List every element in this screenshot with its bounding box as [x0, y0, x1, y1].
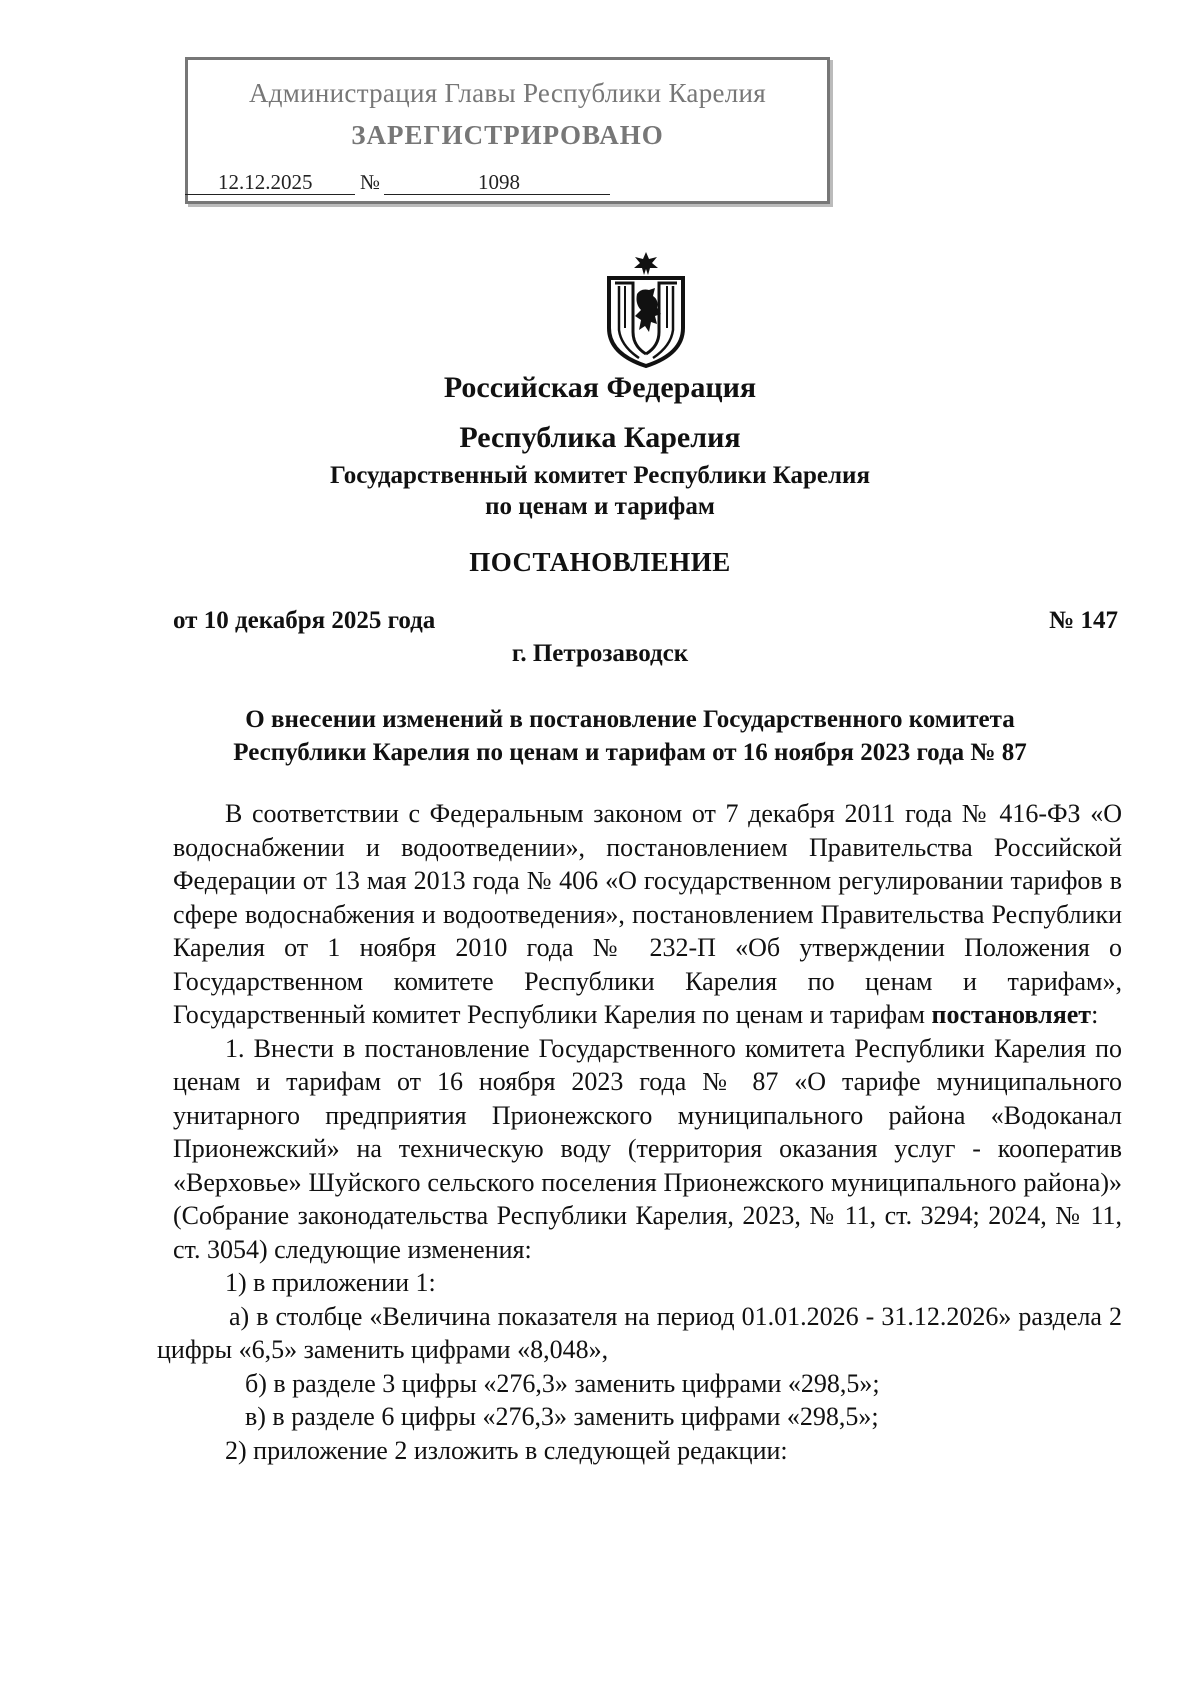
document-number: № 147 — [1049, 607, 1118, 634]
header-committee: Государственный комитет Республики Карелия — [330, 462, 870, 489]
header-committee-cont: по ценам и тарифам — [485, 493, 715, 520]
header-federation: Российская Федерация — [443, 371, 757, 404]
stamp-number-underline — [384, 194, 610, 195]
stamp-date-underline — [185, 194, 355, 195]
header-republic: Республика Карелия — [459, 421, 741, 454]
stamp-date: 12.12.2025 — [218, 170, 313, 194]
sub-item-2: 2) приложение 2 изложить в следующей редакции: — [225, 1435, 788, 1465]
sub-item-1b: б) в разделе 3 цифры «276,3» заменить цифрами «298,5»; — [245, 1368, 880, 1398]
document-city: г. Петрозаводск — [511, 640, 689, 667]
document-date: от 10 декабря 2025 года — [173, 607, 436, 634]
document-title — [160, 703, 1100, 769]
stamp-number: 1098 — [478, 170, 520, 194]
item-1-paragraph: 1. Внести в постановление Государственного комитета Республики Карелия по ценам и тарифам от 16 ноября 2023 года № 87 «О тарифе муниципального унитарного предприятия Прионежского муниципального района «Водоканал Прионежский» на техническую воду (территория оказания услуг - кооператив «Верховье» Шуйского сельского поселения Прионежского муниципального района)» (Собрание законодательства Республики Карелия, 2023, № 11, ст. 3294; 2024, № 11, ст. 3054) следующие изменения: — [173, 1033, 1122, 1264]
title-line-2: Республики Карелия по ценам и тарифам от 16 ноября 2023 года № 87 — [233, 739, 1027, 766]
document-body — [157, 797, 1122, 1467]
preamble-end: : — [1091, 1000, 1099, 1029]
karelia-coat-of-arms-icon — [603, 250, 689, 368]
title-line-1: О внесении изменений в постановление Государственного комитета — [245, 706, 1015, 733]
preamble-paragraph — [173, 797, 1122, 1032]
preamble-verb: постановляет — [931, 1000, 1092, 1029]
sub-item-1c: в) в разделе 6 цифры «276,3» заменить цифрами «298,5»; — [245, 1402, 879, 1431]
stamp-registered: ЗАРЕГИСТРИРОВАНО — [351, 120, 664, 150]
preamble-text: В соответствии с Федеральным законом от 7 декабря 2011 года № 416-ФЗ «О водоснабжении и водоотведении», постановлением Правительства Российской Федерации от 13 мая 2013 года № 406 «О государственном регулировании тарифов в сфере водоснабжения и водоотведения», постановлением Правительства Республики Карелия от 1 ноября 2010 года № 232-П «Об утверждении Положения о Государственном комитете Республики Карелия по ценам и тарифам», Государственный комитет Республики Карелия по ценам и тарифам — [173, 799, 1122, 1029]
stamp-authority: Администрация Главы Республики Карелия — [248, 78, 767, 108]
sub-item-1a: а) в столбце «Величина показателя на период 01.01.2026 - 31.12.2026» раздела 2 цифры «6,5» заменить цифрами «8,048», — [157, 1301, 1122, 1364]
sub-item-1: 1) в приложении 1: — [225, 1268, 436, 1297]
document-type: ПОСТАНОВЛЕНИЕ — [469, 547, 731, 577]
stamp-number-sign: № — [360, 170, 381, 194]
